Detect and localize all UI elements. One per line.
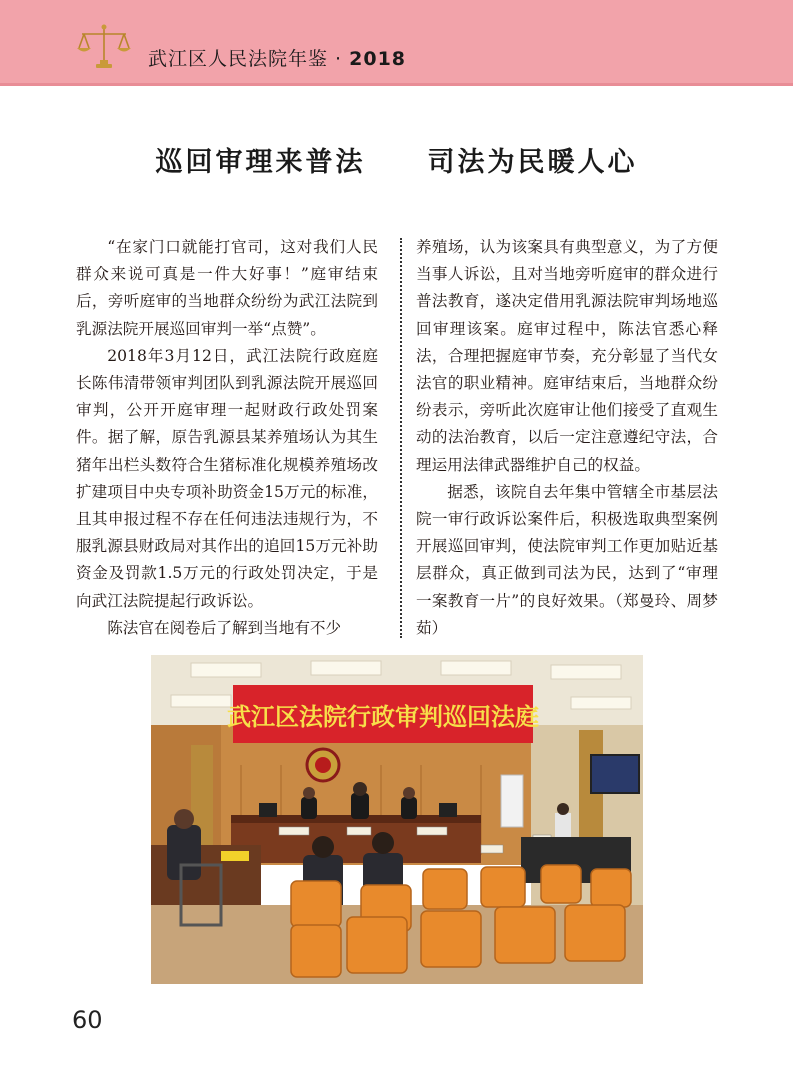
- yearbook-year: 2018: [349, 48, 407, 70]
- paragraph: “在家门口就能打官司，这对我们人民群众来说可真是一件大好事！”庭审结束后，旁听庭审的当地群众纷纷为武江法院到乳源法院开展巡回审判一举“点赞”。: [76, 238, 378, 338]
- yearbook-title: [148, 44, 406, 71]
- right-column: [416, 234, 718, 642]
- left-column: [76, 234, 378, 642]
- column-divider: [400, 238, 402, 638]
- title-separator: ·: [328, 48, 350, 70]
- courtroom-photo: [151, 655, 643, 984]
- courtroom-illustration: [151, 655, 643, 984]
- headline-part-2: 司法为民暖人心: [427, 147, 638, 178]
- headline-part-1: 巡回审理来普法: [155, 147, 366, 178]
- article-headline: [0, 140, 793, 179]
- header-divider: [0, 83, 793, 86]
- page-number: 60: [72, 1006, 103, 1034]
- scales-of-justice-icon: [74, 22, 134, 72]
- banner-text: 武江区法院行政审判巡回法庭: [227, 703, 539, 731]
- tv-screen: [591, 755, 639, 793]
- paragraph: 据悉，该院自去年集中管辖全市基层法院一审行政诉讼案件后，积极选取典型案例开展巡回审判，使法院审判工作更加贴近基层群众，真正做到司法为民，达到了“审理一案教育一片”的良好效果。（郑曼玲、周梦茹）: [416, 482, 718, 637]
- paragraph: 陈法官在阅卷后了解到当地有不少: [107, 618, 342, 637]
- paragraph: 2018年3月12日，武江法院行政庭庭长陈伟清带领审判团队到乳源法院开展巡回审判，公开开庭审理一起财政行政处罚案件。据了解，原告乳源县某养殖场认为其生猪年出栏头数符合生猪标准化规模养殖场改扩建项目中央专项补助资金15万元的标准，且其申报过程不存在任何违法违规行为，不服乳源县财政局对其作出的追回15万元补助资金及罚款1.5万元的行政处罚决定，于是向武江法院提起行政诉讼。: [76, 346, 378, 610]
- yearbook-name: 武江区人民法院年鉴: [148, 48, 329, 70]
- paragraph: 养殖场，认为该案具有典型意义，为了方便当事人诉讼，且对当地旁听庭审的群众进行普法教育，遂决定借用乳源法院审判场地巡回审理该案。庭审过程中，陈法官悉心释法，合理把握庭审节奏，充分彰显了当代女法官的职业精神。庭审结束后，当地群众纷纷表示，旁听此次庭审让他们接受了直观生动的法治教育，以后一定注意遵纪守法，合理运用法律武器维护自己的权益。: [416, 238, 718, 474]
